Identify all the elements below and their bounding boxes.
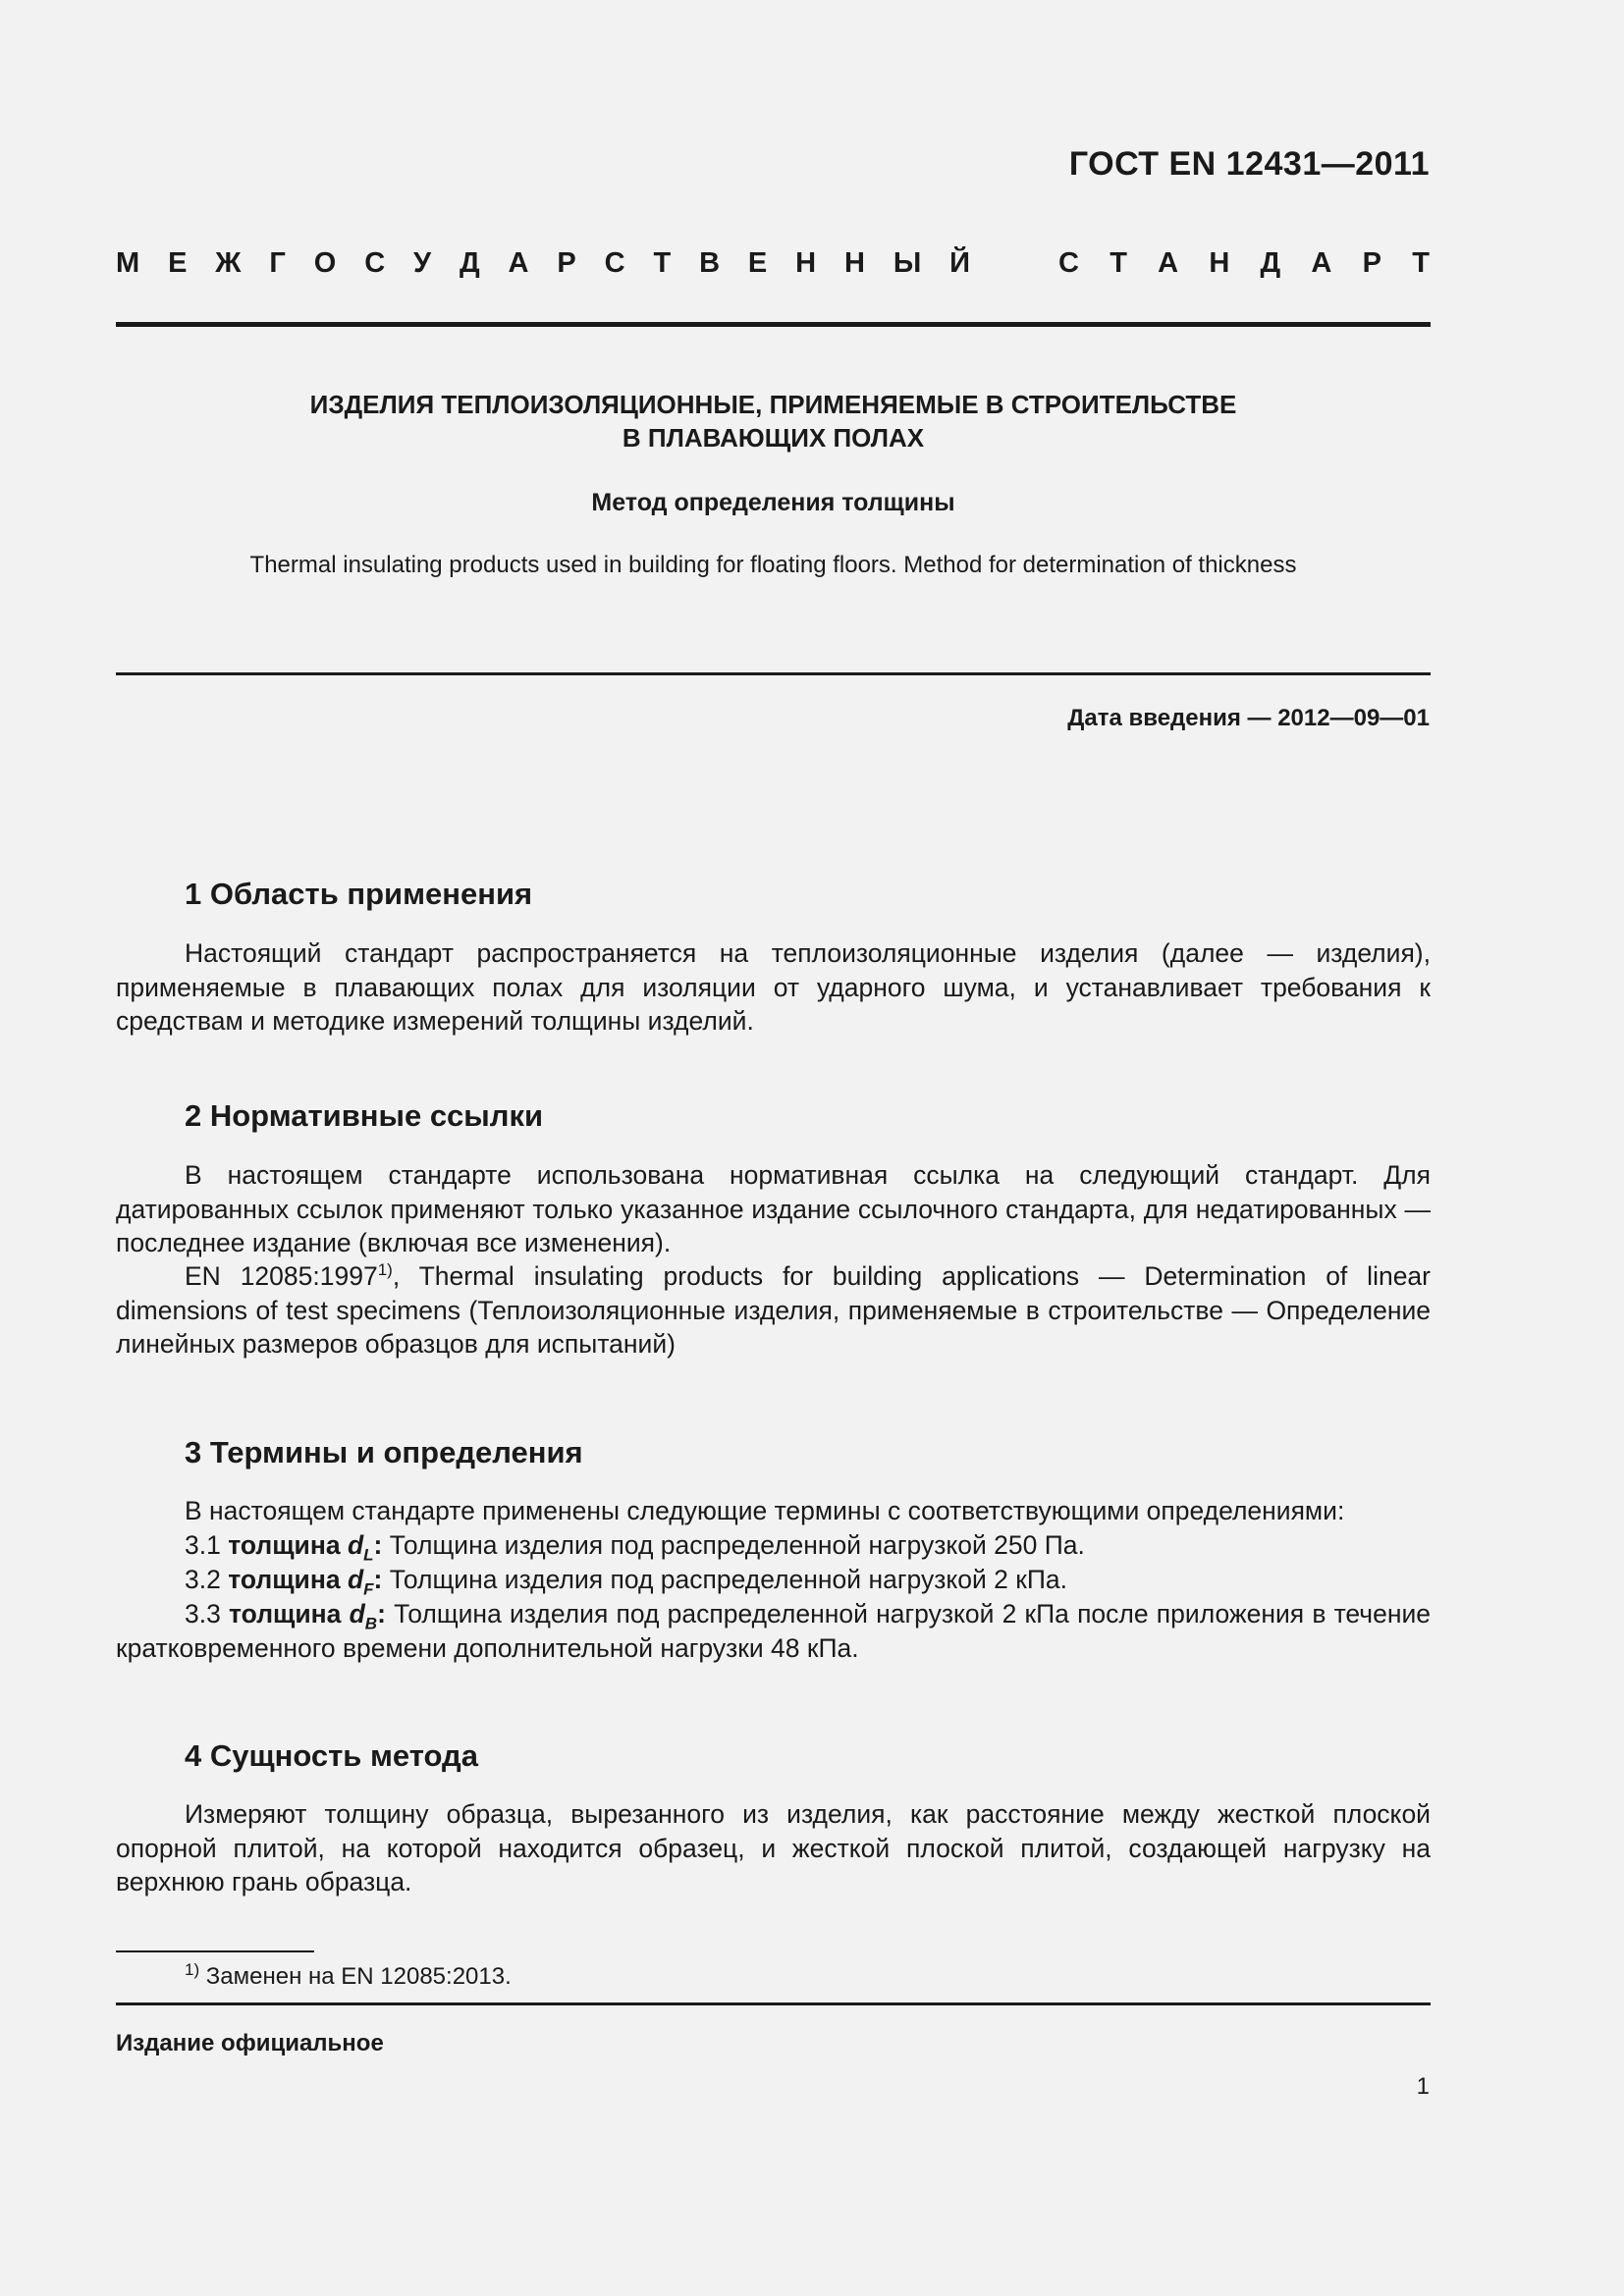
header-letter: Н bbox=[1209, 247, 1230, 279]
header-letter: Н bbox=[795, 247, 817, 279]
interstate-standard-header bbox=[116, 247, 1430, 280]
footnote-marker: 1) bbox=[377, 1260, 393, 1280]
term-number: 3.1 bbox=[185, 1530, 229, 1560]
header-letter: Р bbox=[557, 247, 576, 279]
header-rule bbox=[116, 322, 1431, 327]
section-3-intro: В настоящем стандарте применены следующие термины с соответствующими определениями: bbox=[185, 1496, 1345, 1525]
term-colon: : bbox=[377, 1599, 386, 1629]
gost-code: ГОСТ EN 12431—2011 bbox=[1068, 145, 1430, 183]
term-symbol: d bbox=[349, 1599, 365, 1629]
section-4-heading: 4 Сущность метода bbox=[185, 1738, 478, 1773]
footer-rule bbox=[116, 2002, 1431, 2005]
term-subscript: L bbox=[363, 1545, 374, 1565]
footnote-text: Заменен на EN 12085:2013. bbox=[199, 1963, 512, 1990]
header-letter: Т bbox=[1110, 247, 1127, 279]
title-line-2: В ПЛАВАЮЩИХ ПОЛАХ bbox=[622, 423, 925, 453]
term-definition: Толщина изделия под распределенной нагрузкой 2 кПа после приложения в течение кратковременного времени дополнительной нагрузки 48 кПа. bbox=[116, 1599, 1432, 1663]
section-2-text: В настоящем стандарте использована нормативная ссылка на следующий стандарт. Для датированных ссылок применяют только указанное издание ссылочного стандарта, для недатированных — последнее издание (включая все изменения). bbox=[116, 1160, 1431, 1257]
term-name: толщина bbox=[228, 1530, 348, 1560]
header-letter: Д bbox=[1260, 247, 1281, 279]
header-letter: Т bbox=[653, 247, 672, 279]
header-word-standard bbox=[1058, 247, 1430, 280]
term-name: толщина bbox=[229, 1599, 350, 1629]
section-3-heading: 3 Термины и определения bbox=[185, 1435, 583, 1469]
header-letter: Г bbox=[269, 247, 286, 279]
footnote-separator bbox=[116, 1950, 314, 1952]
header-letter: У bbox=[413, 247, 432, 279]
reference-code: EN 12085:1997 bbox=[185, 1261, 378, 1291]
term-symbol: d bbox=[347, 1565, 364, 1594]
term-3-3 bbox=[116, 1597, 1431, 1665]
header-letter: А bbox=[1158, 247, 1179, 279]
header-letter: Е bbox=[747, 247, 768, 279]
term-subscript: F bbox=[363, 1579, 374, 1599]
header-letter: Т bbox=[1412, 247, 1430, 279]
header-letter: Ы bbox=[893, 247, 922, 279]
header-letter: А bbox=[1311, 247, 1332, 279]
footnote-mark: 1) bbox=[185, 1960, 200, 1979]
header-letter: Ж bbox=[215, 247, 242, 279]
title-rule bbox=[116, 672, 1431, 675]
term-colon: : bbox=[373, 1530, 383, 1560]
header-letter: А bbox=[508, 247, 529, 279]
header-letter: Н bbox=[844, 247, 865, 279]
term-number: 3.2 bbox=[185, 1565, 229, 1594]
header-letter: В bbox=[699, 247, 721, 279]
document-title bbox=[116, 388, 1431, 454]
header-letter: С bbox=[364, 247, 386, 279]
document-subtitle: Метод определения толщины bbox=[591, 489, 955, 516]
official-edition-label: Издание официальное bbox=[116, 2030, 384, 2056]
term-3-2 bbox=[116, 1563, 1431, 1597]
header-letter: С bbox=[1058, 247, 1079, 279]
title-line-1: ИЗДЕЛИЯ ТЕПЛОИЗОЛЯЦИОННЫЕ, ПРИМЕНЯЕМЫЕ В СТРОИТЕЛЬСТВЕ bbox=[309, 390, 1237, 419]
header-word-interstate bbox=[116, 247, 970, 280]
header-letter: Й bbox=[949, 247, 970, 279]
term-name: толщина bbox=[228, 1565, 348, 1594]
footnote bbox=[185, 1960, 512, 1991]
header-letter: М bbox=[116, 247, 140, 279]
term-definition: Толщина изделия под распределенной нагрузкой 2 кПа. bbox=[382, 1565, 1067, 1594]
page-number: 1 bbox=[1416, 2073, 1430, 2100]
header-letter: Р bbox=[1362, 247, 1381, 279]
term-subscript: B bbox=[364, 1614, 378, 1633]
section-1-text: Настоящий стандарт распространяется на теплоизоляционные изделия (далее — изделия), применяемые в плавающих полах для изоляции от ударного шума, и устанавливает требования к средствам и методике измерений толщины изделий. bbox=[116, 938, 1431, 1036]
section-2-heading: 2 Нормативные ссылки bbox=[185, 1098, 544, 1133]
term-number: 3.3 bbox=[185, 1599, 230, 1629]
reference-title: , Thermal insulating products for building applications — Determination of linear dimensions of test specimens (Теплоизоляционные изделия, применяемые в строительстве — Определение линейных размеров образцов для испытаний) bbox=[116, 1261, 1431, 1359]
section-4-text: Измеряют толщину образца, вырезанного из изделия, как расстояние между жесткой плоской опорной плитой, на которой находится образец, и жесткой плоской плитой, создающей нагрузку на верхнюю грань образца. bbox=[116, 1799, 1431, 1896]
header-letter: О bbox=[313, 247, 337, 279]
term-colon: : bbox=[373, 1565, 383, 1594]
section-1-heading: 1 Область применения bbox=[185, 877, 533, 911]
section-2-reference bbox=[116, 1259, 1431, 1362]
header-letter: С bbox=[604, 247, 625, 279]
header-letter: Е bbox=[168, 247, 188, 279]
introduction-date: Дата введения — 2012—09—01 bbox=[1067, 705, 1430, 731]
term-3-1 bbox=[116, 1528, 1431, 1563]
term-definition: Толщина изделия под распределенной нагрузкой 250 Па. bbox=[382, 1530, 1085, 1560]
term-symbol: d bbox=[347, 1530, 364, 1560]
header-letter: Д bbox=[459, 247, 480, 279]
english-title: Thermal insulating products used in building for floating floors. Method for determination of thickness bbox=[249, 552, 1297, 578]
